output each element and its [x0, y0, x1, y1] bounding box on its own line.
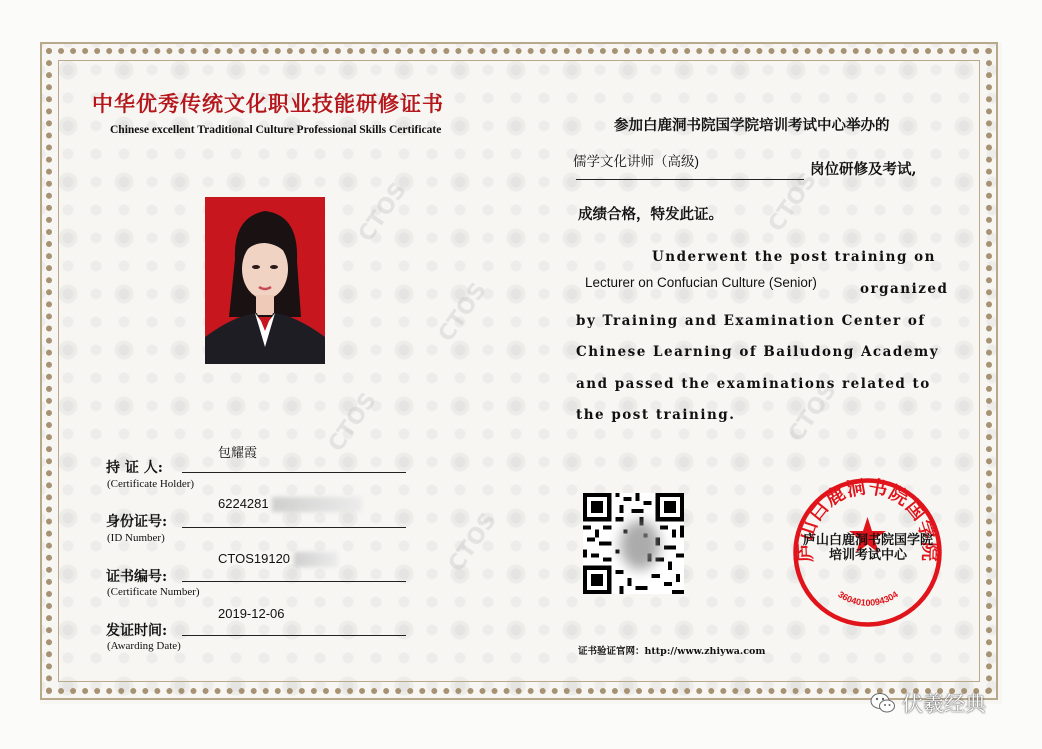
cert-number-redaction	[294, 552, 338, 567]
cert-number-underline	[182, 581, 406, 582]
seal-ring-text: 庐山白鹿洞书院国学院	[794, 475, 941, 563]
body-cn-line2-suffix: 岗位研修及考试,	[810, 161, 917, 178]
post-title-en: Lecturer on Confucian Culture (Senior)	[585, 275, 817, 290]
seal-center-text	[787, 533, 949, 563]
id-number-label-en: (ID Number)	[107, 532, 165, 544]
cert-number-value: CTOS19120	[218, 551, 291, 566]
cert-number-label: 证书编号:	[106, 569, 168, 585]
body-en-line6: the post training.	[576, 407, 736, 423]
body-en-line4: Chinese Learning of Bailudong Academy	[576, 344, 940, 360]
ctos-watermark: CTOS	[443, 508, 502, 577]
body-en-line5: and passed the examinations related to	[576, 376, 931, 392]
title-chinese: 中华优秀传统文化职业技能研修证书	[92, 91, 444, 116]
watermark-text: 伏羲经典	[902, 692, 986, 716]
seal-number: 3604010094304	[836, 589, 900, 608]
id-number-label: 身份证号:	[106, 514, 168, 530]
id-number-underline	[182, 527, 406, 528]
ctos-watermark: CTOS	[763, 168, 822, 237]
body-en-line1: Underwent the post training on	[652, 249, 936, 265]
post-title-cn: 儒学文化讲师（高级)	[573, 154, 699, 169]
award-date-label: 发证时间:	[106, 623, 168, 639]
seal-center-line2: 培训考试中心	[828, 548, 907, 563]
award-date-underline	[182, 635, 406, 636]
svg-text:3604010094304	[836, 589, 900, 608]
wechat-watermark	[870, 688, 986, 718]
body-cn-line3: 成绩合格，特发此证。	[578, 206, 723, 223]
title-english: Chinese excellent Traditional Culture Professional Skills Certificate	[110, 124, 442, 136]
cert-number-label-en: (Certificate Number)	[107, 586, 200, 598]
ctos-watermark: CTOS	[323, 388, 382, 457]
ctos-watermark: CTOS	[433, 278, 492, 347]
ctos-watermark: CTOS	[353, 178, 412, 247]
body-cn-line1: 参加白鹿洞书院国学院培训考试中心举办的	[614, 117, 890, 134]
award-date-label-en: (Awarding Date)	[107, 640, 181, 652]
holder-photo	[205, 197, 325, 364]
id-number-redaction	[272, 497, 362, 512]
award-date-value: 2019-12-06	[218, 606, 285, 621]
body-en-line3: by Training and Examination Center of	[576, 313, 926, 329]
wechat-icon	[870, 692, 896, 714]
seal-center-line1: 庐山白鹿洞书院国学院	[802, 533, 933, 548]
body-en-line2-suffix: organized	[860, 281, 949, 297]
verify-website-text: 证书验证官网：http://www.zhiywa.com	[578, 646, 766, 657]
qr-code-redaction	[620, 520, 660, 570]
holder-underline	[182, 472, 406, 473]
ctos-watermark: CTOS	[783, 378, 842, 447]
holder-label: 持 证 人:	[106, 460, 163, 476]
holder-label-en: (Certificate Holder)	[107, 478, 195, 490]
post-title-cn-underline	[576, 179, 804, 180]
id-number-value: 6224281	[218, 496, 269, 511]
holder-name: 包耀霞	[218, 445, 258, 460]
